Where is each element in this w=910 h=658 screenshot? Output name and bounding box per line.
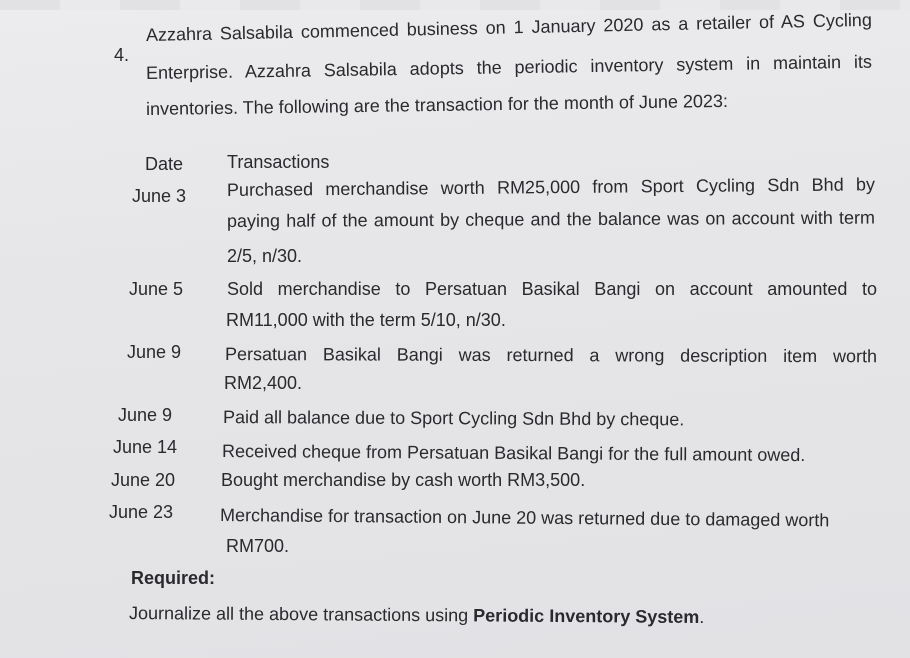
row-line: Paid all balance due to Sport Cycling Sdn Bhd by cheque. [222, 407, 685, 430]
row-line: RM11,000 with the term 5/10, n/30. [226, 310, 506, 330]
row-line: Merchandise for transaction on June 20 was returned due to damaged worth [219, 505, 830, 531]
header-date: Date [145, 154, 184, 174]
row-line: Bought merchandise by cash worth RM3,500. [221, 470, 586, 490]
required-text [129, 602, 704, 628]
header-transactions: Transactions [227, 152, 330, 172]
intro-line-1: Azzahra Salsabila commenced business on 1 January 2020 as a retailer of AS Cycling [145, 9, 873, 45]
required-text-prefix: Journalize all the above transactions using [128, 603, 474, 626]
row-line: Persatuan Basikal Bangi was returned a wrong description item worth [224, 344, 878, 367]
row-line: RM700. [226, 536, 290, 556]
required-text-bold: Periodic Inventory System [473, 605, 700, 627]
row-line: 2/5, n/30. [227, 246, 303, 266]
intro-line-2: Enterprise. Azzahra Salsabila adopts the periodic inventory system in maintain its [145, 51, 873, 83]
required-text-suffix: . [699, 606, 705, 628]
row-date: June 3 [132, 186, 187, 206]
row-date: June 5 [129, 279, 184, 299]
row-date: June 9 [127, 342, 182, 362]
row-line: Sold merchandise to Persatuan Basikal Bangi on account amounted to [227, 279, 877, 299]
row-date: June 14 [113, 437, 178, 457]
required-label: Required: [131, 568, 216, 588]
row-date: June 9 [118, 405, 173, 425]
row-line: RM2,400. [224, 373, 303, 393]
row-line: Purchased merchandise worth RM25,000 from Sport Cycling Sdn Bhd by [226, 174, 876, 200]
intro-line-3: inventories. The following are the transaction for the month of June 2023: [145, 90, 729, 119]
row-line: paying half of the amount by cheque and the balance was on account with term [226, 207, 876, 231]
row-date: June 23 [109, 502, 174, 522]
question-number: 4. [114, 45, 130, 65]
row-line: Received cheque from Persatuan Basikal Bangi for the full amount owed. [221, 441, 806, 466]
row-date: June 20 [111, 470, 176, 490]
page-edge [0, 0, 910, 10]
